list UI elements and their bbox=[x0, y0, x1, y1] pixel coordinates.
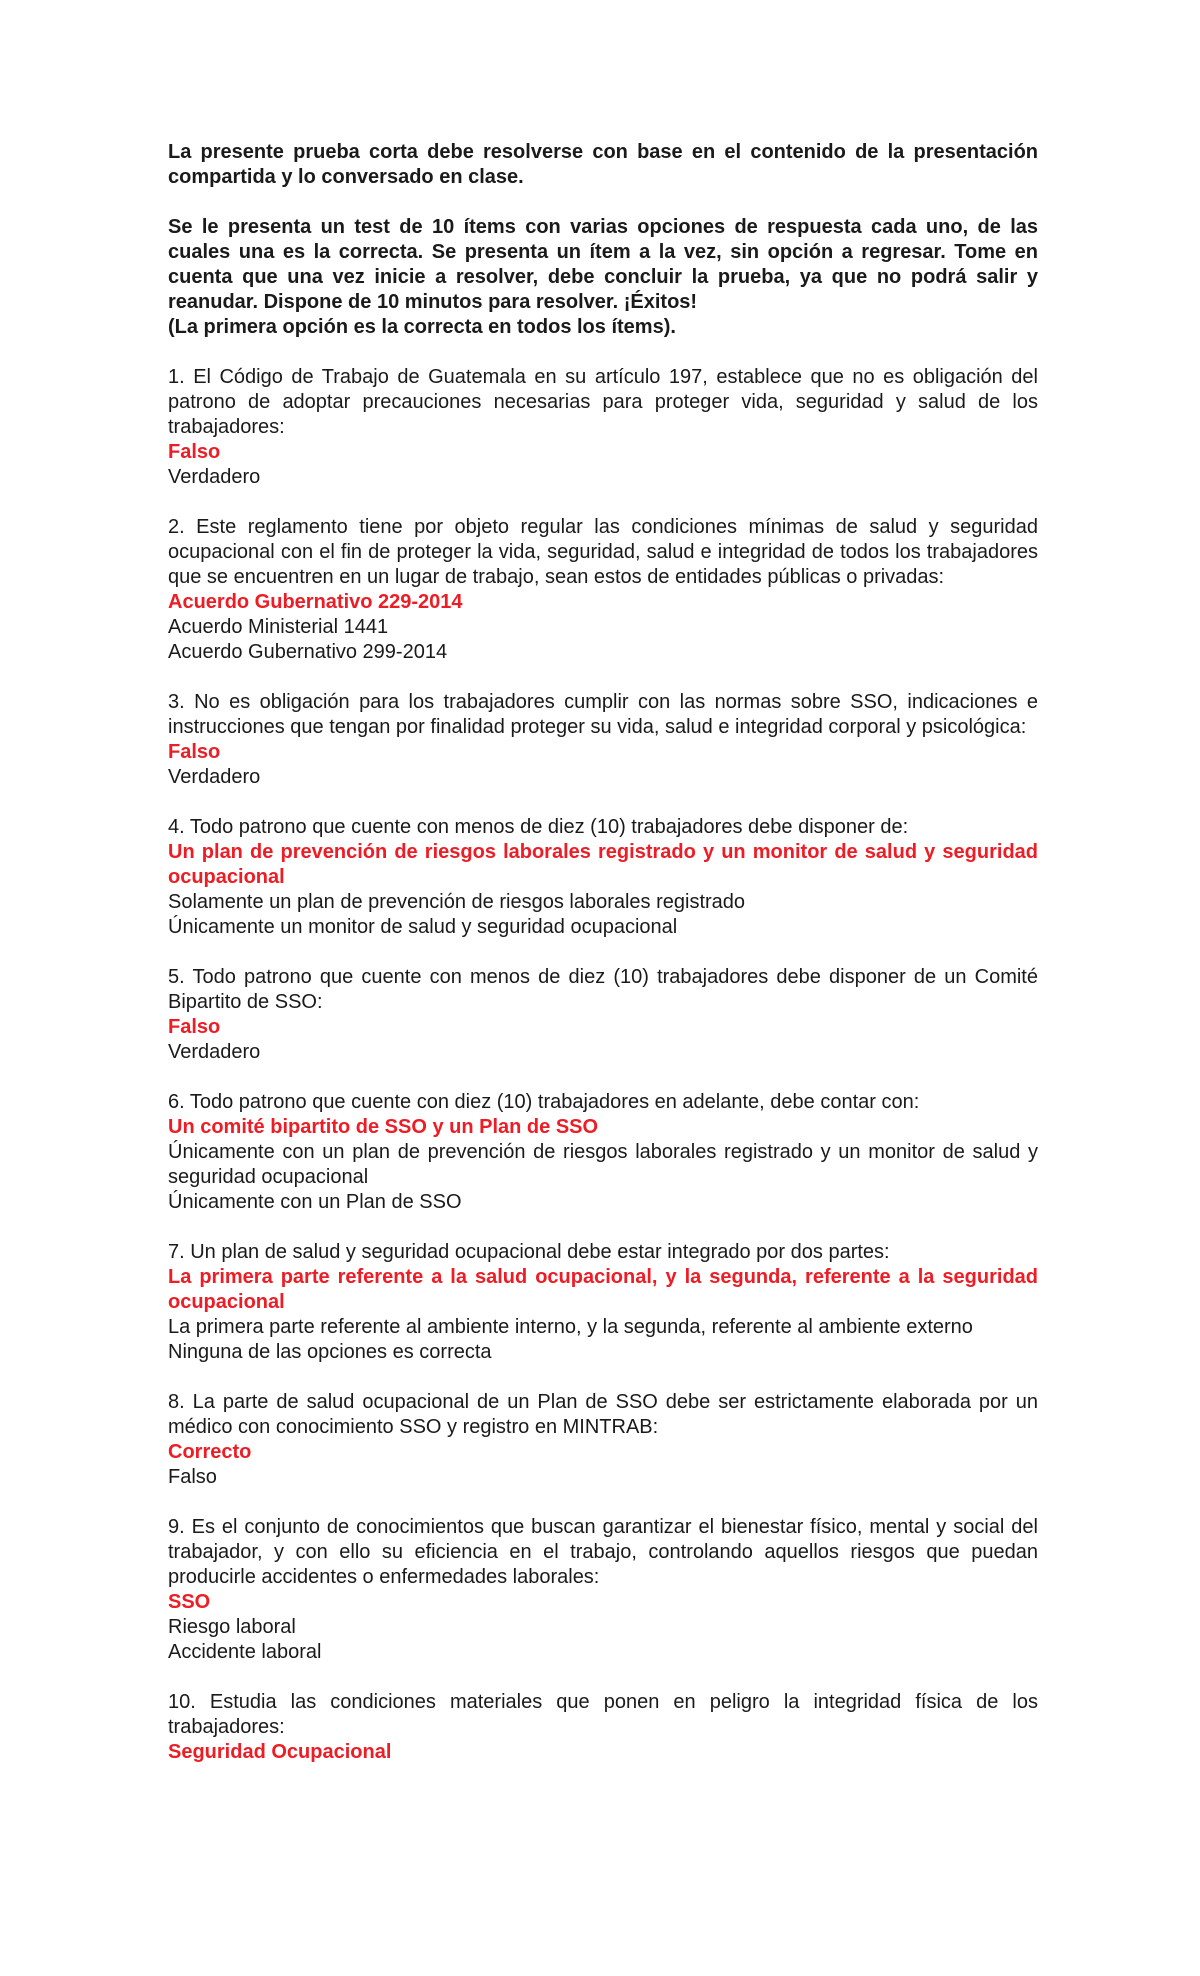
answer-option: Accidente laboral bbox=[168, 1641, 322, 1663]
correct-answer: Acuerdo Gubernativo 229-2014 bbox=[168, 591, 463, 613]
question-item bbox=[168, 1690, 1038, 1765]
question-text: 4. Todo patrono que cuente con menos de diez (10) trabajadores debe disponer de: bbox=[168, 816, 909, 838]
correct-answer: SSO bbox=[168, 1591, 211, 1613]
question-item bbox=[168, 1515, 1038, 1665]
answer-option: Verdadero bbox=[168, 766, 261, 788]
intro-note: (La primera opción es la correcta en todos los ítems). bbox=[168, 316, 676, 338]
answer-option: Únicamente con un Plan de SSO bbox=[168, 1191, 462, 1213]
question-text: 10. Estudia las condiciones materiales que ponen en peligro la integridad física de los trabajadores: bbox=[168, 1691, 1038, 1738]
answer-option: Ninguna de las opciones es correcta bbox=[168, 1341, 492, 1363]
correct-answer: Falso bbox=[168, 1016, 221, 1038]
answer-option: Verdadero bbox=[168, 1041, 261, 1063]
correct-answer: Seguridad Ocupacional bbox=[168, 1741, 392, 1763]
question-text: 1. El Código de Trabajo de Guatemala en su artículo 197, establece que no es obligación del patrono de adoptar precauciones necesarias para proteger vida, seguridad y salud de los trabajadores: bbox=[168, 366, 1038, 438]
question-text: 6. Todo patrono que cuente con diez (10) trabajadores en adelante, debe contar con: bbox=[168, 1091, 920, 1113]
question-text: 5. Todo patrono que cuente con menos de diez (10) trabajadores debe disponer de un Comité Bipartito de SSO: bbox=[168, 966, 1038, 1013]
intro-instructions: Se le presenta un test de 10 ítems con varias opciones de respuesta cada uno, de las cuales una es la correcta. Se presenta un ítem a la vez, sin opción a regresar. Tome en cuenta que una vez inicie a resolver, debe concluir la prueba, ya que no podrá salir y reanudar. Dispone de 10 minutos para resolver. ¡Éxitos! bbox=[168, 216, 1038, 313]
correct-answer: La primera parte referente a la salud ocupacional, y la segunda, referente a la seguridad ocupacional bbox=[168, 1266, 1038, 1313]
questions-list bbox=[168, 365, 1038, 1765]
question-item bbox=[168, 515, 1038, 665]
answer-option: Acuerdo Gubernativo 299-2014 bbox=[168, 641, 448, 663]
question-item bbox=[168, 690, 1038, 790]
intro-paragraph-1: La presente prueba corta debe resolverse con base en el contenido de la presentación compartida y lo conversado en clase. bbox=[168, 141, 1038, 188]
question-text: 7. Un plan de salud y seguridad ocupacional debe estar integrado por dos partes: bbox=[168, 1241, 890, 1263]
correct-answer: Correcto bbox=[168, 1441, 252, 1463]
document-page bbox=[168, 140, 1038, 1790]
correct-answer: Falso bbox=[168, 741, 221, 763]
correct-answer: Un comité bipartito de SSO y un Plan de SSO bbox=[168, 1116, 599, 1138]
question-item bbox=[168, 1390, 1038, 1490]
correct-answer: Un plan de prevención de riesgos laborales registrado y un monitor de salud y seguridad ocupacional bbox=[168, 841, 1038, 888]
question-text: 3. No es obligación para los trabajadores cumplir con las normas sobre SSO, indicaciones e instrucciones que tengan por finalidad proteger su vida, salud e integridad corporal y psicológica: bbox=[168, 691, 1038, 738]
answer-option: Únicamente un monitor de salud y seguridad ocupacional bbox=[168, 916, 678, 938]
answer-option: Solamente un plan de prevención de riesgos laborales registrado bbox=[168, 891, 746, 913]
correct-answer: Falso bbox=[168, 441, 221, 463]
answer-option: Falso bbox=[168, 1466, 217, 1488]
question-item bbox=[168, 815, 1038, 940]
answer-option: Únicamente con un plan de prevención de riesgos laborales registrado y un monitor de salud y seguridad ocupacional bbox=[168, 1141, 1038, 1188]
question-item bbox=[168, 1090, 1038, 1215]
question-item bbox=[168, 1240, 1038, 1365]
question-text: 2. Este reglamento tiene por objeto regular las condiciones mínimas de salud y seguridad ocupacional con el fin de proteger la vida, seguridad, salud e integridad de todos los trabajadores que se encuentren en un lugar de trabajo, sean estos de entidades públicas o privadas: bbox=[168, 516, 1038, 588]
answer-option: Riesgo laboral bbox=[168, 1616, 296, 1638]
answer-option: Acuerdo Ministerial 1441 bbox=[168, 616, 389, 638]
answer-option: La primera parte referente al ambiente interno, y la segunda, referente al ambiente externo bbox=[168, 1316, 973, 1338]
question-text: 8. La parte de salud ocupacional de un Plan de SSO debe ser estrictamente elaborada por un médico con conocimiento SSO y registro en MINTRAB: bbox=[168, 1391, 1038, 1438]
question-item bbox=[168, 365, 1038, 490]
question-item bbox=[168, 965, 1038, 1065]
answer-option: Verdadero bbox=[168, 466, 261, 488]
intro-paragraph-2 bbox=[168, 215, 1038, 315]
question-text: 9. Es el conjunto de conocimientos que buscan garantizar el bienestar físico, mental y social del trabajador, y con ello su eficiencia en el trabajo, controlando aquellos riesgos que puedan producirle accidentes o enfermedades laborales: bbox=[168, 1516, 1038, 1588]
